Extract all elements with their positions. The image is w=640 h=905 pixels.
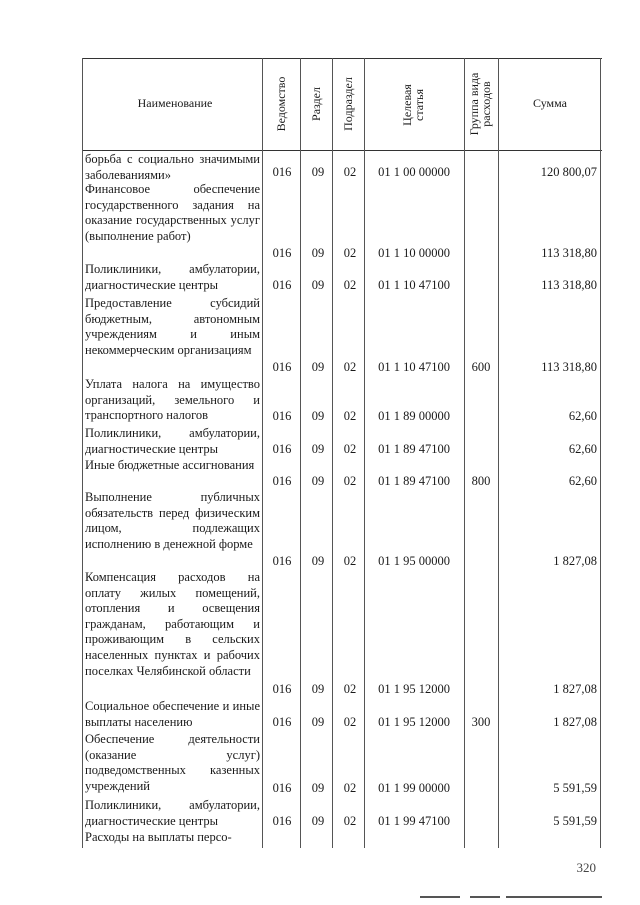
row-gruppa: 600	[471, 360, 491, 374]
header-razdel: Раздел	[309, 87, 323, 121]
row-summa: 1 827,08	[553, 682, 597, 696]
table-row	[0, 699, 640, 731]
row-podrazdel: 02	[343, 409, 357, 423]
row-gruppa: 800	[471, 474, 491, 488]
row-celevaya: 01 1 10 47100	[378, 360, 450, 374]
table-row	[0, 830, 640, 848]
row-podrazdel: 02	[343, 474, 357, 488]
row-podrazdel: 02	[343, 715, 357, 729]
header-gruppa	[468, 60, 494, 148]
page-number: 320	[576, 860, 596, 875]
row-summa: 62,60	[568, 474, 597, 488]
header-celevaya	[401, 60, 427, 150]
table-row	[0, 377, 640, 425]
row-summa: 1 827,08	[553, 554, 597, 568]
table-row	[0, 296, 640, 376]
row-podrazdel: 02	[343, 554, 357, 568]
row-podrazdel: 02	[343, 278, 357, 292]
header-summa: Сумма	[533, 96, 567, 110]
row-vedomstvo: 016	[272, 715, 292, 729]
footer-rule	[506, 896, 602, 898]
row-celevaya: 01 1 95 12000	[378, 715, 450, 729]
table-row	[0, 262, 640, 294]
row-vedomstvo: 016	[272, 554, 292, 568]
row-summa: 1 827,08	[553, 715, 597, 729]
header-gruppa-line1: Группа вида	[467, 72, 481, 136]
header-name: Наименование	[137, 96, 213, 110]
row-summa: 5 591,59	[553, 814, 597, 828]
footer-rule	[420, 896, 460, 898]
row-name: Обеспечение деятельности (оказание услуг) подведомственных казенных учреждений	[85, 732, 260, 793]
row-summa: 62,60	[568, 442, 597, 456]
row-name: Уплата налога на имущество организаций, земельного и транспортного налогов	[85, 377, 260, 423]
table-row	[0, 490, 640, 570]
row-vedomstvo: 016	[272, 682, 292, 696]
row-name: Финансовое обеспечение государственного задания на оказание государственных услуг (выполнение работ)	[85, 182, 260, 243]
row-podrazdel: 02	[343, 246, 357, 260]
row-razdel: 09	[311, 682, 325, 696]
row-name: борьба с социально значимыми заболеваниями»	[85, 152, 260, 182]
header-celevaya-line2: статья	[412, 89, 426, 121]
header-podrazdel: Подраздел	[341, 77, 355, 131]
row-summa: 113 318,80	[541, 246, 597, 260]
row-name: Расходы на выплаты персо-	[85, 830, 232, 844]
row-celevaya: 01 1 95 12000	[378, 682, 450, 696]
row-vedomstvo: 016	[272, 409, 292, 423]
row-vedomstvo: 016	[272, 442, 292, 456]
row-summa: 113 318,80	[541, 278, 597, 292]
header-celevaya-line1: Целевая	[400, 84, 414, 126]
row-summa: 120 800,07	[540, 165, 597, 179]
row-celevaya: 01 1 89 47100	[378, 442, 450, 456]
row-razdel: 09	[311, 246, 325, 260]
row-celevaya: 01 1 89 47100	[378, 474, 450, 488]
row-podrazdel: 02	[343, 165, 357, 179]
row-celevaya: 01 1 10 00000	[378, 246, 450, 260]
row-podrazdel: 02	[343, 814, 357, 828]
header-bottom-rule	[82, 150, 602, 151]
row-celevaya: 01 1 95 00000	[378, 554, 450, 568]
row-razdel: 09	[311, 360, 325, 374]
row-summa: 62,60	[568, 409, 597, 423]
row-podrazdel: 02	[343, 682, 357, 696]
row-name: Социальное обеспечение и иные выплаты населению	[85, 699, 260, 729]
row-razdel: 09	[311, 409, 325, 423]
table-row	[0, 426, 640, 458]
table-row	[0, 570, 640, 698]
row-name: Предоставление субсидий бюджетным, автономным учреждениям и иным некоммерческим организациям	[85, 296, 260, 357]
row-podrazdel: 02	[343, 781, 357, 795]
row-razdel: 09	[311, 715, 325, 729]
row-razdel: 09	[311, 442, 325, 456]
row-razdel: 09	[311, 781, 325, 795]
row-name: Поликлиники, амбулатории, диагностические центры	[85, 798, 260, 828]
table-row	[0, 732, 640, 796]
header-vedomstvo: Ведомство	[274, 76, 288, 132]
table-row	[0, 152, 640, 183]
table-row	[0, 798, 640, 830]
row-vedomstvo: 016	[272, 360, 292, 374]
row-summa: 5 591,59	[553, 781, 597, 795]
row-name: Выполнение публичных обязательств перед физическим лицом, подлежащих исполнению в денежной форме	[85, 490, 260, 551]
table-row	[0, 458, 640, 490]
header-gruppa-line2: расходов	[479, 81, 493, 127]
row-name: Поликлиники, амбулатории, диагностические центры	[85, 262, 260, 292]
row-razdel: 09	[311, 165, 325, 179]
row-vedomstvo: 016	[272, 814, 292, 828]
row-celevaya: 01 1 89 00000	[378, 409, 450, 423]
row-celevaya: 01 1 99 00000	[378, 781, 450, 795]
table-row	[0, 182, 640, 262]
row-razdel: 09	[311, 814, 325, 828]
row-razdel: 09	[311, 278, 325, 292]
row-razdel: 09	[311, 474, 325, 488]
row-name: Иные бюджетные ассигнования	[85, 458, 255, 472]
row-vedomstvo: 016	[272, 165, 292, 179]
row-vedomstvo: 016	[272, 278, 292, 292]
row-vedomstvo: 016	[272, 474, 292, 488]
row-celevaya: 01 1 00 00000	[378, 165, 450, 179]
row-summa: 113 318,80	[541, 360, 597, 374]
row-name: Компенсация расходов на оплату жилых помещений, отопления и освещения гражданам, работающим и проживающим в сельских населенных пунктах и рабочих поселках Челябинской области	[85, 570, 260, 678]
row-podrazdel: 02	[343, 442, 357, 456]
row-podrazdel: 02	[343, 360, 357, 374]
row-name: Поликлиники, амбулатории, диагностические центры	[85, 426, 260, 456]
row-razdel: 09	[311, 554, 325, 568]
row-vedomstvo: 016	[272, 781, 292, 795]
row-vedomstvo: 016	[272, 246, 292, 260]
footer-rule	[470, 896, 500, 898]
row-celevaya: 01 1 99 47100	[378, 814, 450, 828]
row-celevaya: 01 1 10 47100	[378, 278, 450, 292]
row-gruppa: 300	[471, 715, 491, 729]
